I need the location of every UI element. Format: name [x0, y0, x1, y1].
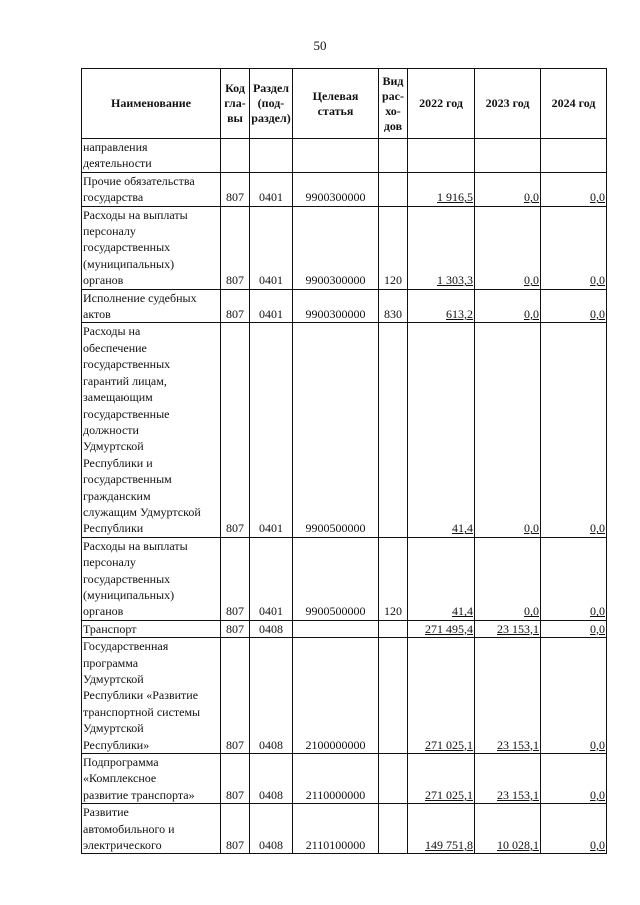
header-year-2024: 2024 год — [541, 69, 607, 139]
row-expense-type — [379, 804, 408, 854]
row-target — [293, 620, 379, 637]
row-name: Прочие обязательства государства — [82, 172, 221, 206]
row-section: 0401 — [250, 289, 293, 323]
row-section: 0401 — [250, 323, 293, 537]
table-row — [82, 206, 607, 289]
row-chapter-code: 807 — [221, 206, 250, 289]
row-value-2024: 0,0 — [541, 754, 607, 804]
row-chapter-code: 807 — [221, 620, 250, 637]
row-expense-type — [379, 638, 408, 754]
row-section — [250, 139, 293, 173]
row-expense-type: 120 — [379, 206, 408, 289]
row-value-2023: 0,0 — [475, 323, 541, 537]
row-value-2023: 10 028,1 — [475, 804, 541, 854]
row-name: Транспорт — [82, 620, 221, 637]
row-value-2024: 0,0 — [541, 206, 607, 289]
row-value-2023: 23 153,1 — [475, 620, 541, 637]
header-year-2022: 2022 год — [408, 69, 475, 139]
row-chapter-code: 807 — [221, 289, 250, 323]
row-section: 0401 — [250, 206, 293, 289]
row-chapter-code: 807 — [221, 172, 250, 206]
table-body — [82, 139, 607, 854]
row-name: Развитие автомобильного и электрического — [82, 804, 221, 854]
row-value-2022: 1 916,5 — [408, 172, 475, 206]
row-expense-type: 830 — [379, 289, 408, 323]
row-value-2022: 271 025,1 — [408, 638, 475, 754]
row-value-2023: 0,0 — [475, 289, 541, 323]
row-value-2023: 0,0 — [475, 172, 541, 206]
row-value-2024: 0,0 — [541, 323, 607, 537]
header-row — [82, 69, 607, 139]
row-value-2022: 41,4 — [408, 323, 475, 537]
row-value-2023 — [475, 139, 541, 173]
row-target: 9900500000 — [293, 323, 379, 537]
row-target: 2110100000 — [293, 804, 379, 854]
row-section: 0408 — [250, 620, 293, 637]
row-chapter-code: 807 — [221, 804, 250, 854]
header-section: Раздел (под- раздел) — [250, 69, 293, 139]
row-value-2024: 0,0 — [541, 804, 607, 854]
row-section: 0401 — [250, 172, 293, 206]
row-value-2024: 0,0 — [541, 638, 607, 754]
row-name: Государственная программа Удмуртской Республики «Развитие транспортной системы Удмуртской Республики» — [82, 638, 221, 754]
table-row — [82, 804, 607, 854]
row-target: 9900300000 — [293, 206, 379, 289]
header-chapter-code: Код гла- вы — [221, 69, 250, 139]
table-row — [82, 537, 607, 620]
row-expense-type — [379, 620, 408, 637]
table-row — [82, 289, 607, 323]
row-chapter-code — [221, 139, 250, 173]
row-section: 0408 — [250, 754, 293, 804]
row-value-2023: 0,0 — [475, 537, 541, 620]
row-expense-type — [379, 754, 408, 804]
row-expense-type — [379, 172, 408, 206]
row-value-2022: 41,4 — [408, 537, 475, 620]
row-section: 0401 — [250, 537, 293, 620]
row-expense-type: 120 — [379, 537, 408, 620]
table-row — [82, 323, 607, 537]
row-value-2024: 0,0 — [541, 172, 607, 206]
page-number: 50 — [313, 38, 327, 53]
row-target: 2110000000 — [293, 754, 379, 804]
table-row — [82, 172, 607, 206]
row-target — [293, 139, 379, 173]
row-expense-type — [379, 323, 408, 537]
row-name: Расходы на обеспечение государственных гарантий лицам, замещающим государственные должности Удмуртской Республики и государственным гражданским служащим Удмуртской Республики — [82, 323, 221, 537]
row-value-2023: 0,0 — [475, 206, 541, 289]
table-row — [82, 754, 607, 804]
row-value-2022: 149 751,8 — [408, 804, 475, 854]
row-name: Исполнение судебных актов — [82, 289, 221, 323]
row-name: Подпрограмма «Комплексное развитие транспорта» — [82, 754, 221, 804]
row-expense-type — [379, 139, 408, 173]
row-target: 2100000000 — [293, 638, 379, 754]
row-target: 9900300000 — [293, 289, 379, 323]
row-value-2024: 0,0 — [541, 537, 607, 620]
header-name: Наименование — [82, 69, 221, 139]
row-section: 0408 — [250, 804, 293, 854]
row-target: 9900500000 — [293, 537, 379, 620]
table-row — [82, 638, 607, 754]
table-row — [82, 620, 607, 637]
row-value-2022: 271 495,4 — [408, 620, 475, 637]
row-value-2024: 0,0 — [541, 620, 607, 637]
row-value-2022: 271 025,1 — [408, 754, 475, 804]
header-target: Целевая статья — [293, 69, 379, 139]
row-chapter-code: 807 — [221, 754, 250, 804]
row-value-2024 — [541, 139, 607, 173]
row-value-2022 — [408, 139, 475, 173]
row-chapter-code: 807 — [221, 638, 250, 754]
header-expense-type: Вид рас- хо- дов — [379, 69, 408, 139]
header-year-2023: 2023 год — [475, 69, 541, 139]
row-value-2023: 23 153,1 — [475, 754, 541, 804]
row-name: Расходы на выплаты персоналу государственных (муниципальных) органов — [82, 206, 221, 289]
table-row — [82, 139, 607, 173]
row-chapter-code: 807 — [221, 323, 250, 537]
row-value-2022: 1 303,3 — [408, 206, 475, 289]
row-name: направления деятельности — [82, 139, 221, 173]
budget-table — [81, 68, 607, 854]
row-target: 9900300000 — [293, 172, 379, 206]
row-section: 0408 — [250, 638, 293, 754]
row-value-2022: 613,2 — [408, 289, 475, 323]
row-value-2024: 0,0 — [541, 289, 607, 323]
row-value-2023: 23 153,1 — [475, 638, 541, 754]
row-name: Расходы на выплаты персоналу государственных (муниципальных) органов — [82, 537, 221, 620]
row-chapter-code: 807 — [221, 537, 250, 620]
